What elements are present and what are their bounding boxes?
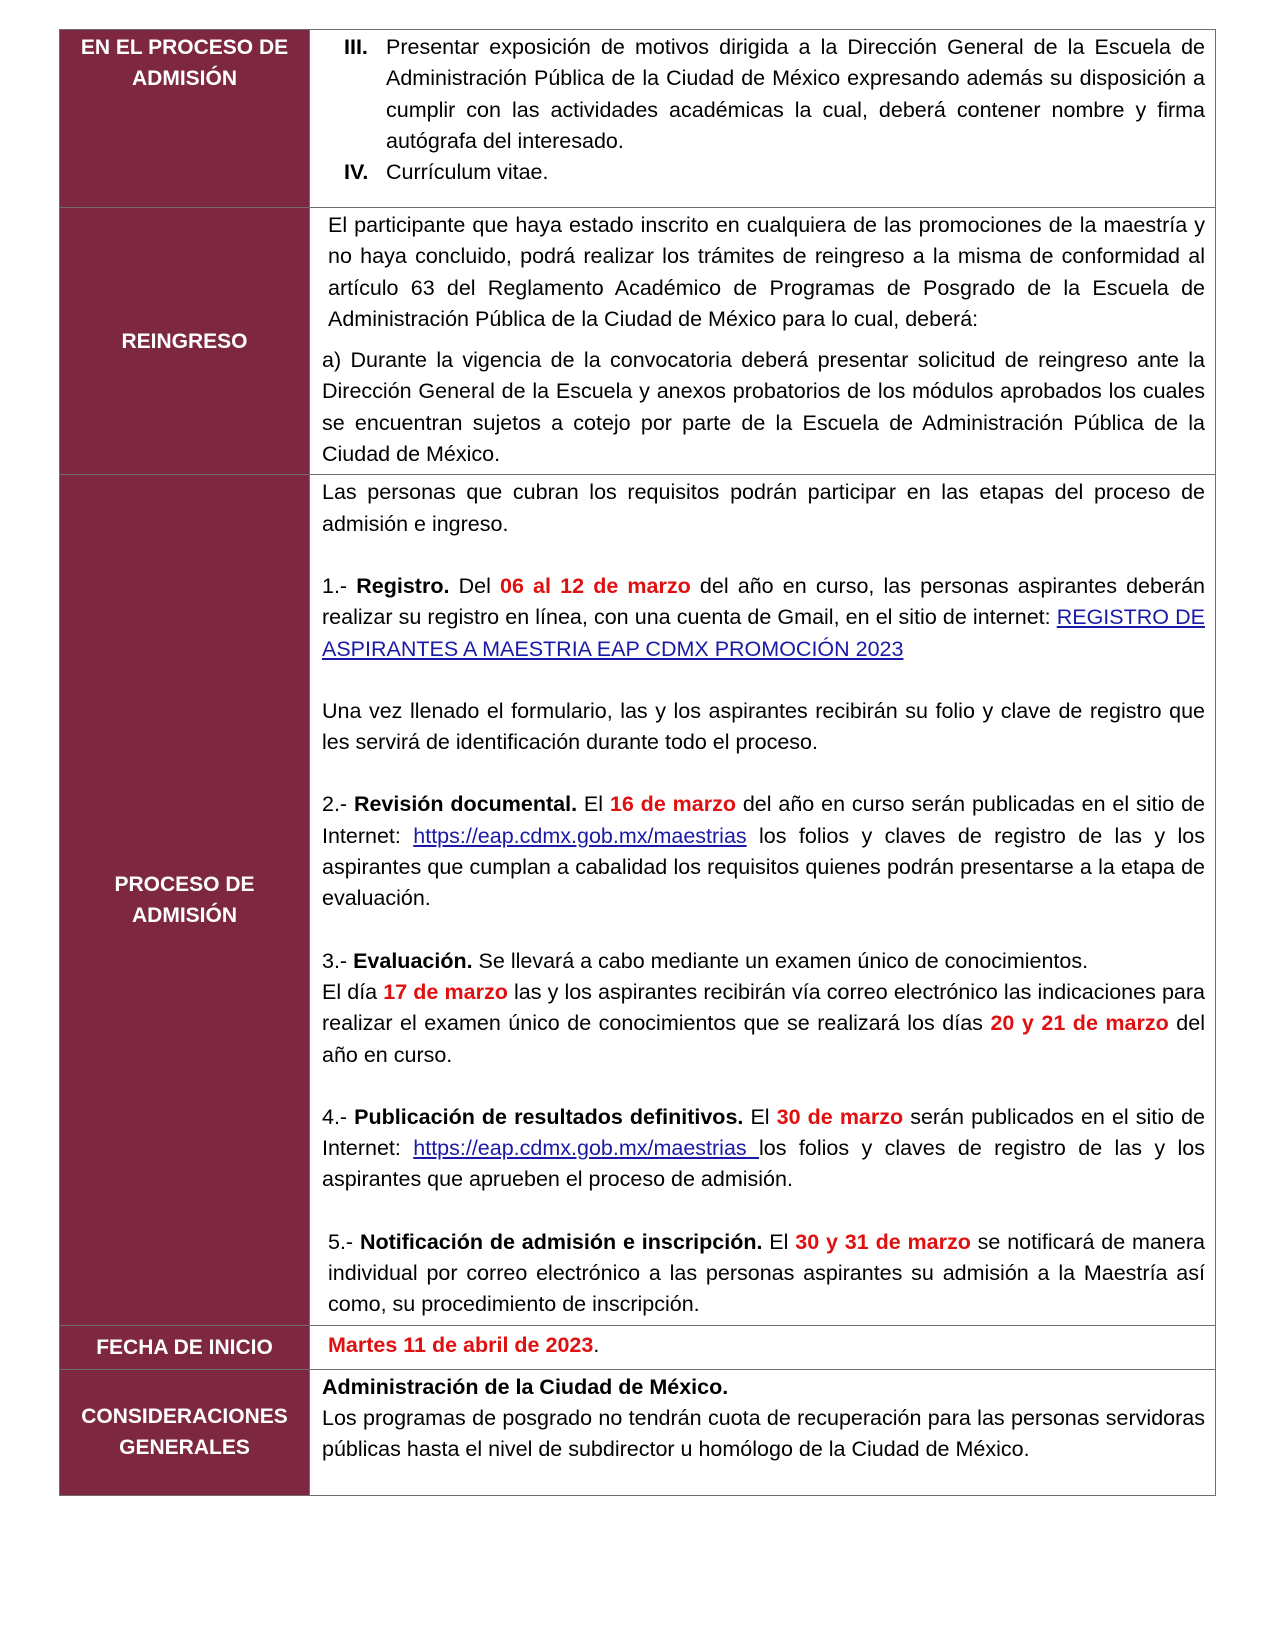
step-text: El día	[322, 979, 384, 1004]
step-evaluacion	[322, 946, 1205, 977]
row-fecha-inicio	[60, 1325, 1216, 1369]
step-text: serán publicados en el sitio de Internet:	[322, 1104, 1205, 1161]
fecha-inicio-value	[322, 1330, 1205, 1361]
step-text: se notificará de manera individual por correo electrónico a las personas aspirantes su admisión a la Maestría así como, su procedimiento de inscripción.	[328, 1229, 1205, 1317]
step-number: 1.-	[322, 573, 357, 598]
row-label: CONSIDERACIONES GENERALES	[60, 1369, 310, 1495]
row-proceso-admision	[60, 475, 1216, 1325]
section-title: Administración de la Ciudad de México.	[322, 1374, 729, 1399]
step-text: El	[743, 1104, 777, 1129]
list-item-text: Presentar exposición de motivos dirigida a la Dirección General de la Escuela de Administración Pública de la Ciudad de México expresando además su disposición a cumplir con las actividades académicas la cual, deberá contener nombre y firma autógrafa del interesado.	[386, 35, 1205, 153]
consideraciones-title	[322, 1372, 1205, 1403]
step-text: del año en curso serán publicadas en el sitio de Internet:	[322, 792, 1205, 848]
reingreso-intro: El participante que haya estado inscrito en cualquiera de las promociones de la maestría y no haya concluido, podrá realizar los trámites de reingreso a la misma de conformidad al artículo 63 del Reglamento Académico de Programas de Posgrado de la Escuela de Administración Pública de la Ciudad de México para lo cual, deberá:	[328, 213, 1205, 331]
step-text: las y los aspirantes recibirán vía correo electrónico las indicaciones para realizar el examen único de conocimientos que se realizará los días	[322, 979, 1205, 1036]
step-title: Revisión documental.	[353, 792, 578, 817]
registro-note: Una vez llenado el formulario, las y los aspirantes recibirán su folio y clave de registro que les servirá de identificación durante todo el proceso.	[322, 698, 1205, 755]
step-text: los folios y claves de registro de las y los aspirantes que aprueben el proceso de admisión.	[322, 1136, 1205, 1192]
start-date: Martes 11 de abril de 2023	[328, 1333, 594, 1358]
step-text: El	[762, 1229, 796, 1254]
maestrias-link[interactable]: https://eap.cdmx.gob.mx/maestrias	[413, 823, 747, 848]
step-text: los folios y claves de registro de las y los aspirantes que cumplan a cabalidad los requisitos quienes podrán presentarse a la etapa de evaluación.	[322, 823, 1206, 911]
registro-link[interactable]: REGISTRO DE ASPIRANTES A MAESTRIA EAP CDMX PROMOCIÓN 2023	[322, 605, 1205, 661]
row-proceso-admision-requisitos	[60, 30, 1216, 208]
list-item	[322, 157, 1205, 188]
step-title: Registro.	[356, 573, 450, 598]
step-notificacion	[322, 1227, 1205, 1321]
list-item-number: III.	[344, 35, 368, 59]
step-text: El	[577, 792, 610, 817]
step-number: 3.-	[322, 948, 354, 973]
step-title: Evaluación.	[353, 948, 473, 973]
row-label: PROCESO DE ADMISIÓN	[60, 475, 310, 1325]
step-date: 06 al 12 de marzo	[500, 573, 691, 598]
row-label: EN EL PROCESO DE ADMISIÓN	[60, 30, 310, 208]
step-text: del año en curso.	[322, 1011, 1205, 1067]
step-registro	[322, 571, 1205, 665]
list-item	[322, 32, 1205, 157]
step-publicacion-resultados	[322, 1102, 1205, 1196]
step-number: 2.-	[322, 792, 354, 817]
row-reingreso	[60, 208, 1216, 475]
consideraciones-text: Los programas de posgrado no tendrán cuota de recuperación para las personas servidoras públicas hasta el nivel de subdirector u homólogo de la Ciudad de México.	[322, 1405, 1205, 1462]
evaluacion-details	[322, 977, 1205, 1071]
list-item-text: Currículum vitae.	[386, 160, 549, 185]
step-number: 5.-	[328, 1229, 360, 1254]
row-content	[310, 475, 1216, 1325]
step-text: Se llevará a cabo mediante un examen único de conocimientos.	[472, 948, 1089, 973]
step-date: 20 y 21 de marzo	[990, 1011, 1169, 1036]
step-text: del año en curso, las personas aspirantes deberán realizar su registro en línea, con una cuenta de Gmail, en el sitio de internet:	[322, 573, 1205, 630]
step-date: 17 de marzo	[383, 979, 508, 1004]
row-consideraciones-generales	[60, 1369, 1216, 1495]
proceso-intro: Las personas que cubran los requisitos podrán participar en las etapas del proceso de admisión e ingreso.	[322, 480, 1205, 536]
row-content	[310, 30, 1216, 208]
row-content	[310, 208, 1216, 475]
row-content	[310, 1325, 1216, 1369]
punctuation: .	[593, 1333, 600, 1358]
step-revision-documental	[322, 789, 1205, 914]
step-date: 30 y 31 de marzo	[795, 1229, 971, 1254]
step-date: 16 de marzo	[609, 792, 736, 817]
list-item-number: IV.	[344, 160, 369, 185]
row-label: REINGRESO	[60, 208, 310, 475]
row-label: FECHA DE INICIO	[60, 1325, 310, 1369]
row-content	[310, 1369, 1216, 1495]
convocatoria-table	[59, 29, 1216, 1496]
maestrias-link[interactable]: https://eap.cdmx.gob.mx/maestrias	[413, 1136, 760, 1161]
step-date: 30 de marzo	[776, 1104, 904, 1129]
step-text: Del	[449, 573, 500, 598]
reingreso-item-a: a) Durante la vigencia de la convocatoria deberá presentar solicitud de reingreso ante la Dirección General de la Escuela y anexos probatorios de los módulos aprobados los cuales se encuentran sujetos a cotejo por parte de la Escuela de Administración Pública de la Ciudad de México.	[322, 348, 1205, 467]
step-number: 4.-	[322, 1104, 355, 1129]
step-title: Publicación de resultados definitivos.	[354, 1104, 744, 1129]
step-title: Notificación de admisión e inscripción.	[359, 1229, 763, 1254]
